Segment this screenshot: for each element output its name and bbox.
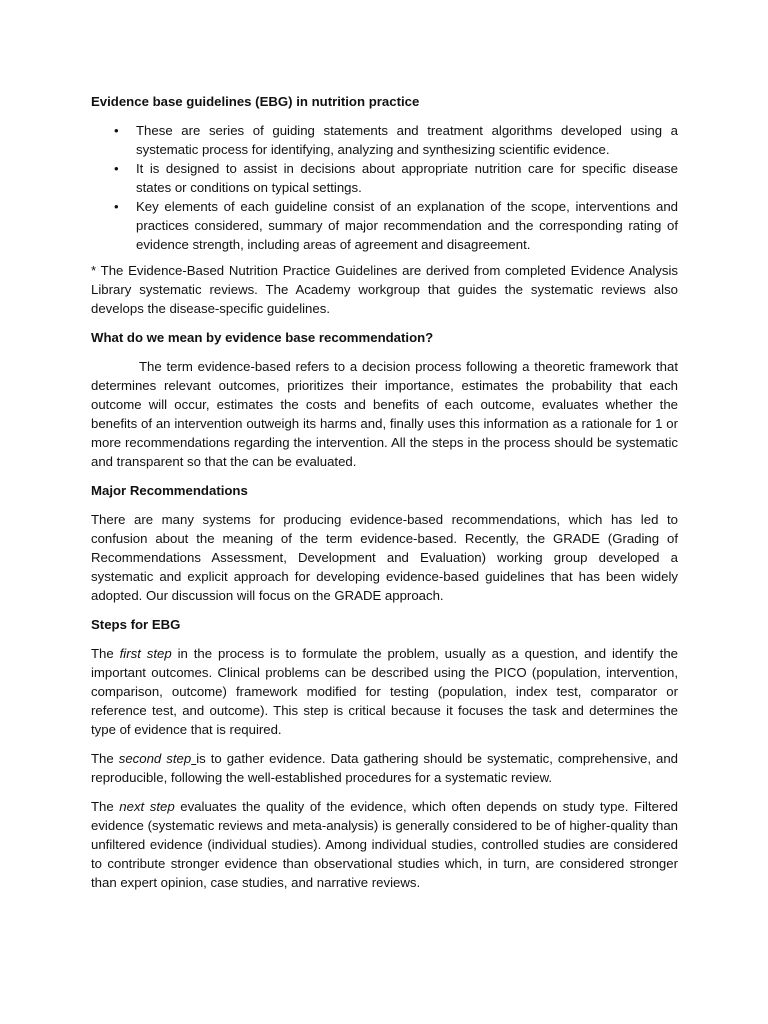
- bullet-text: Key elements of each guideline consist of an explanation of the scope, interventions and practices considered, summary of major recommendation and the corresponding rating of evidence strength, including areas of agreement and disagreement.: [136, 199, 678, 252]
- list-item: [91, 197, 678, 254]
- next-step-paragraph: The next step evaluates the quality of the evidence, which often depends on study type. Filtered evidence (systematic reviews and meta-analysis) is generally considered to be of higher-quality than unfiltered evidence (individual studies). Among individual studies, controlled studies are considered to contribute stronger evidence than observational studies which, in turn, are considered stronger than expert opinion, case studies, and narrative reviews.: [91, 799, 678, 890]
- second-step-emphasis: second step: [118, 751, 192, 766]
- bullet-icon: •: [114, 161, 119, 176]
- second-step-paragraph: The second step is to gather evidence. Data gathering should be systematic, comprehensive, and reproducible, following the well-established procedures for a systematic review.: [91, 751, 678, 785]
- list-item: [91, 121, 678, 159]
- first-step-paragraph: The first step in the process is to formulate the problem, usually as a question, and identify the important outcomes. Clinical problems can be described using the PICO (population, intervention, comparison, outcome) framework modified for testing (population, index test, comparator or reference test, and outcome). This step is critical because it focuses the task and determines the type of evidence that is required.: [91, 646, 678, 737]
- document-page: [91, 92, 678, 902]
- bullet-text: It is designed to assist in decisions about appropriate nutrition care for specific disease states or conditions on typical settings.: [136, 161, 678, 195]
- evidence-definition-paragraph: The term evidence-based refers to a decision process following a theoretic framework that determines relevant outcomes, prioritizes their importance, estimates the probability that each outcome will occur, estimates the costs and benefits of each outcome, evaluates whether the benefits of an intervention outweigh its harms and, finally uses this information as a rationale for 1 or more recommendations regarding the intervention. All the steps in the process should be systematic and transparent so that the can be evaluated.: [91, 359, 678, 469]
- major-recommendations-paragraph: There are many systems for producing evidence-based recommendations, which has led to confusion about the meaning of the term evidence-based. Recently, the GRADE (Grading of Recommendations Assessment, Development and Evaluation) working group developed a systematic and explicit approach for developing evidence-based guidelines that has been widely adopted. Our discussion will focus on the GRADE approach.: [91, 512, 678, 603]
- section-heading-steps: Steps for EBG: [91, 617, 181, 632]
- bullet-icon: •: [114, 199, 119, 214]
- list-item: [91, 159, 678, 197]
- bullet-icon: •: [114, 123, 119, 138]
- note-paragraph: * The Evidence-Based Nutrition Practice Guidelines are derived from completed Evidence Analysis Library systematic reviews. The Academy workgroup that guides the systematic reviews also develops the disease-specific guidelines.: [91, 263, 678, 316]
- section-heading-major-recommendations: Major Recommendations: [91, 483, 248, 498]
- first-step-emphasis: first step: [119, 646, 172, 661]
- document-title: Evidence base guidelines (EBG) in nutrition practice: [91, 94, 420, 109]
- section-heading-evidence-recommendation: What do we mean by evidence base recommendation?: [91, 330, 434, 345]
- bullet-list: [91, 121, 678, 254]
- bullet-text: These are series of guiding statements and treatment algorithms developed using a systematic process for identifying, analyzing and synthesizing scientific evidence.: [136, 123, 678, 157]
- next-step-emphasis: next step: [119, 799, 175, 814]
